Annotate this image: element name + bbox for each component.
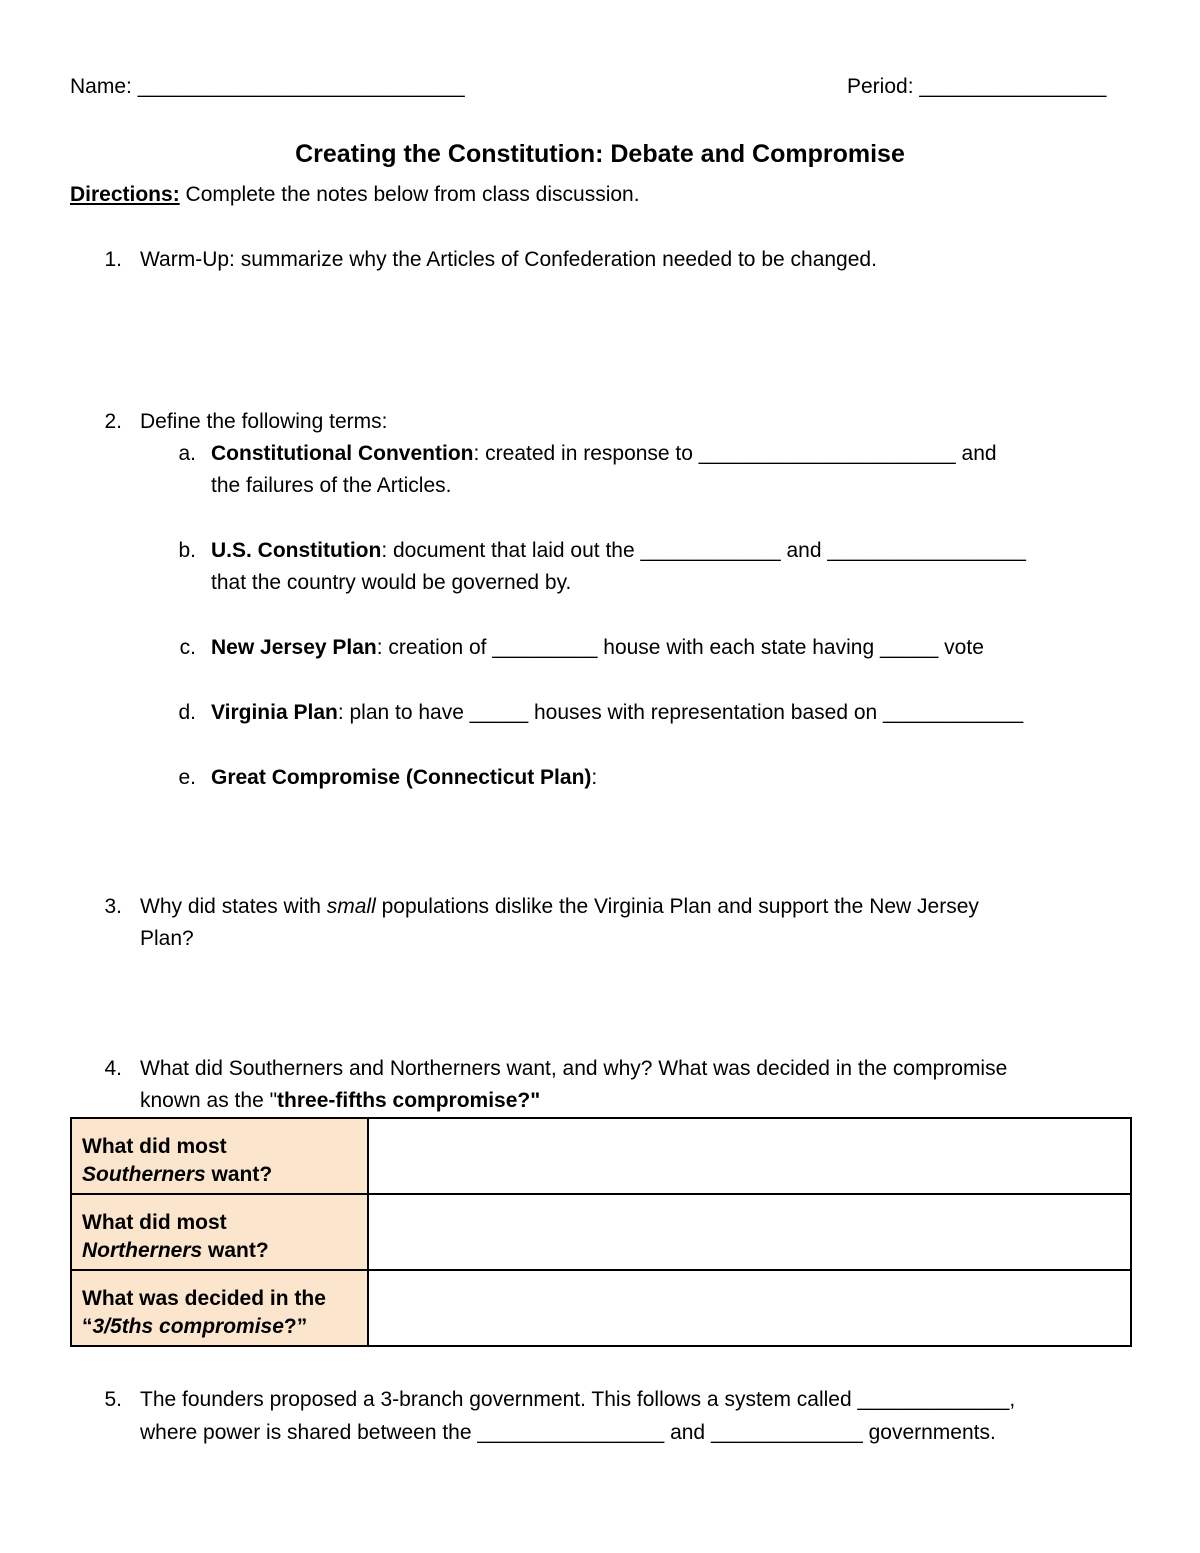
northerners-label-cell xyxy=(71,1194,368,1270)
southerners-label-rest: want? xyxy=(205,1163,273,1186)
term-b-text-line-2: that the country would be governed by. xyxy=(211,571,572,594)
compromise-label-cell xyxy=(71,1270,368,1346)
period-field[interactable] xyxy=(847,76,1106,97)
compromise-table xyxy=(70,1117,1132,1347)
term-b-letter: b. xyxy=(178,539,196,562)
table-row xyxy=(71,1118,1131,1194)
question-1-number: 1. xyxy=(104,248,122,271)
term-a-letter: a. xyxy=(178,442,196,465)
northerners-label-line-1: What did most xyxy=(82,1211,227,1234)
southerners-label-cell xyxy=(71,1118,368,1194)
compromise-label-rest: ?” xyxy=(283,1315,308,1338)
term-a-text-line-2: the failures of the Articles. xyxy=(211,474,452,497)
term-d-text: : plan to have _____ houses with representation based on ____________ xyxy=(337,701,1024,724)
question-4-text-line-2 xyxy=(140,1090,540,1111)
northerners-answer-cell[interactable] xyxy=(368,1194,1131,1270)
question-4-number: 4. xyxy=(104,1057,122,1080)
name-field[interactable] xyxy=(70,76,465,97)
northerners-label-rest: want? xyxy=(202,1239,269,1262)
question-3-text-after: populations dislike the Virginia Plan and support the New Jersey xyxy=(375,895,979,918)
question-3-text-line-2: Plan? xyxy=(140,927,194,950)
term-c-letter: c. xyxy=(179,636,196,659)
southerners-label-line-1: What did most xyxy=(82,1135,227,1158)
compromise-label-line-1: What was decided in the xyxy=(82,1287,326,1310)
question-4-text-before: known as the " xyxy=(140,1089,278,1112)
term-e-name: Great Compromise (Connecticut Plan) xyxy=(211,766,592,789)
question-1-text: Warm-Up: summarize why the Articles of Confederation needed to be changed. xyxy=(140,248,877,271)
directions-text: Complete the notes below from class discussion. xyxy=(179,183,640,206)
question-5-text-line-2: where power is shared between the ________________ and _____________ governments. xyxy=(140,1421,996,1444)
term-a-name: Constitutional Convention xyxy=(211,442,474,465)
question-2-number: 2. xyxy=(104,410,122,433)
question-4-text: What did Southerners and Northerners want, and why? What was decided in the compromise xyxy=(140,1057,1008,1080)
question-3-text-italic: small xyxy=(326,895,376,918)
question-3-number: 3. xyxy=(104,895,122,918)
northerners-label-italic: Northerners xyxy=(82,1239,203,1262)
term-a-text: : created in response to ______________________ and xyxy=(473,442,997,465)
directions xyxy=(70,184,640,205)
page-title: Creating the Constitution: Debate and Compromise xyxy=(295,140,905,168)
southerners-answer-cell[interactable] xyxy=(368,1118,1131,1194)
term-e-letter: e. xyxy=(178,766,196,789)
name-label: Name: xyxy=(70,75,132,98)
table-row xyxy=(71,1194,1131,1270)
compromise-label-open-quote: “ xyxy=(82,1315,93,1338)
compromise-label-italic: 3/5ths compromise xyxy=(92,1315,284,1338)
question-5-text: The founders proposed a 3-branch government. This follows a system called _____________, xyxy=(140,1388,1016,1411)
table-row xyxy=(71,1270,1131,1346)
term-d-name: Virginia Plan xyxy=(211,701,338,724)
term-b-name: U.S. Constitution xyxy=(211,539,382,562)
name-blank[interactable]: ____________________________ xyxy=(137,75,465,98)
period-blank[interactable]: ________________ xyxy=(919,75,1107,98)
compromise-answer-cell[interactable] xyxy=(368,1270,1131,1346)
term-e-text: : xyxy=(591,766,598,789)
term-c-text: : creation of _________ house with each state having _____ vote xyxy=(376,636,984,659)
southerners-label-italic: Southerners xyxy=(82,1163,206,1186)
directions-label: Directions: xyxy=(70,183,180,206)
term-d-letter: d. xyxy=(178,701,196,724)
question-4-text-bold: three-fifths compromise?" xyxy=(277,1089,541,1112)
period-label: Period: xyxy=(847,75,914,98)
question-2-text: Define the following terms: xyxy=(140,410,388,433)
term-c-name: New Jersey Plan xyxy=(211,636,377,659)
question-3-text-before: Why did states with xyxy=(140,895,327,918)
term-b-text: : document that laid out the ____________ and _________________ xyxy=(381,539,1026,562)
question-5-number: 5. xyxy=(104,1388,122,1411)
